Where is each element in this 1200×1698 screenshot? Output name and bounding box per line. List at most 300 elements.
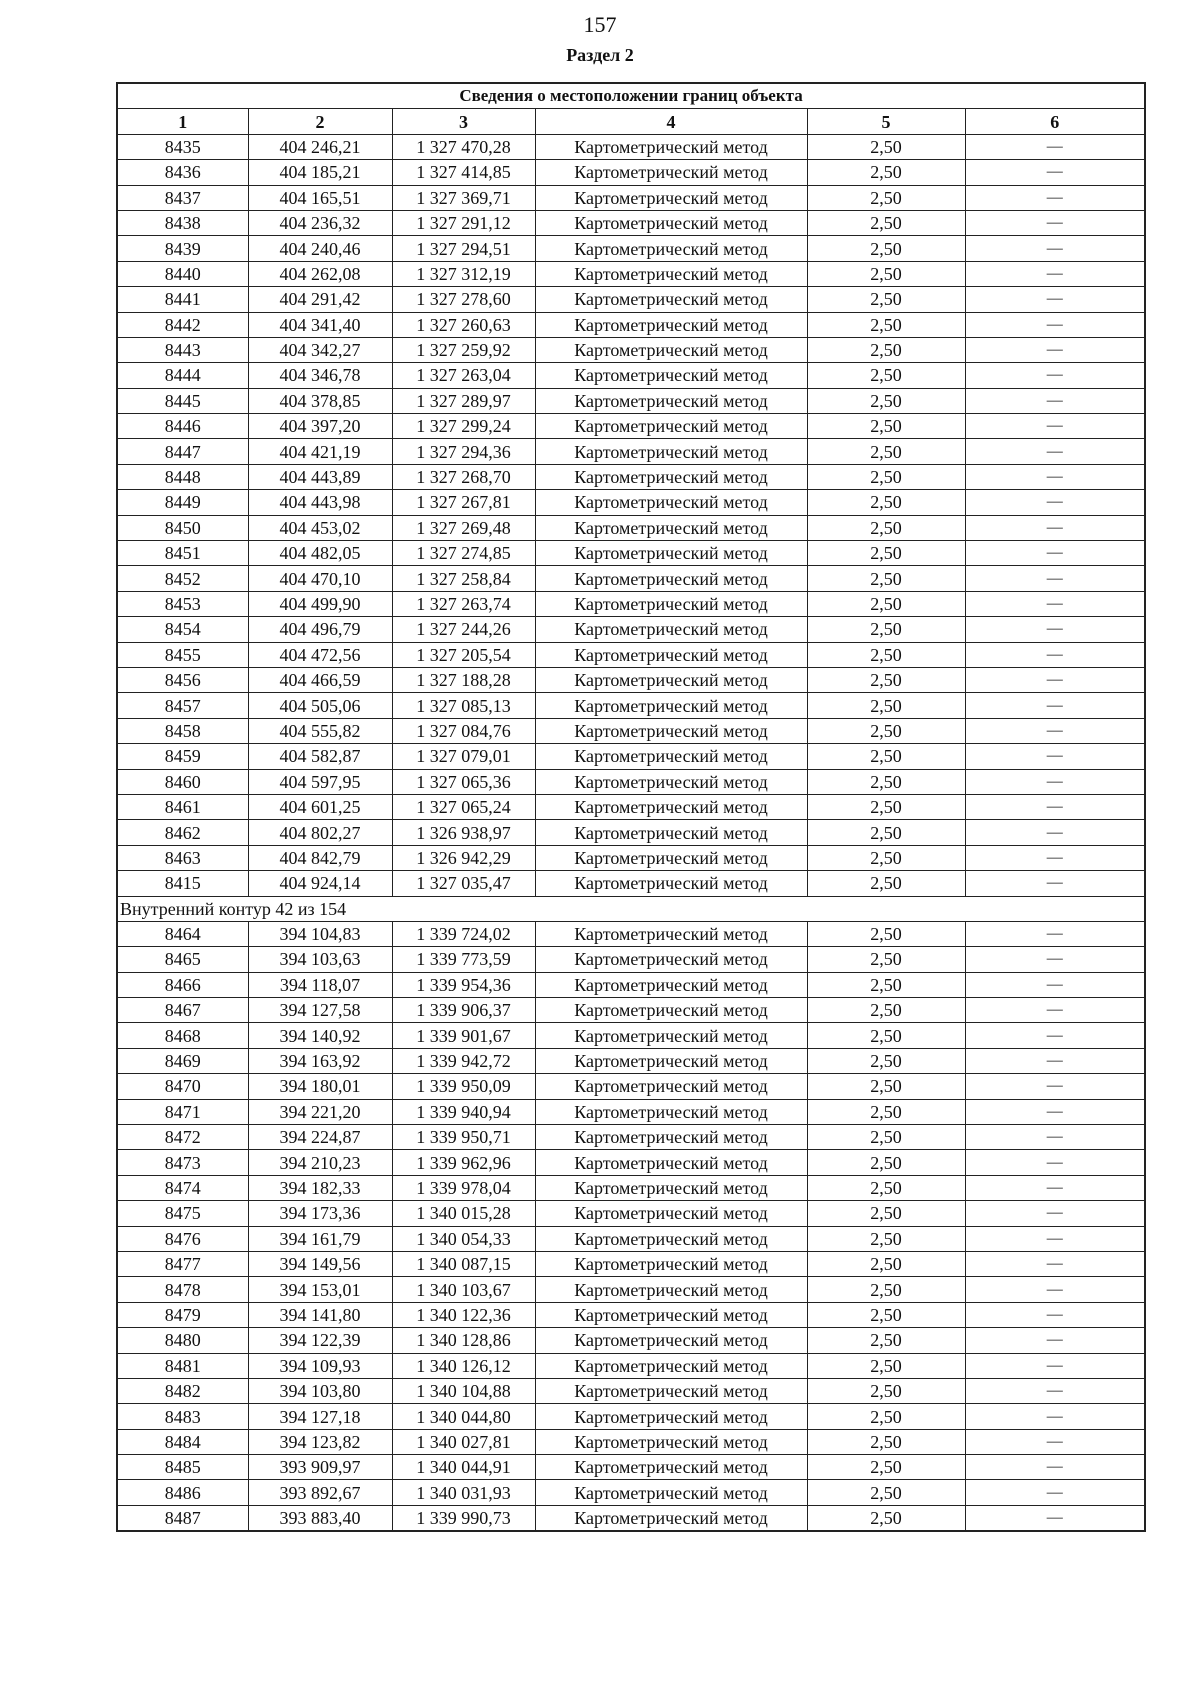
point-number-cell: 8445	[117, 388, 248, 413]
table-row	[117, 1099, 1145, 1124]
y-coordinate-cell: 1 339 942,72	[392, 1048, 535, 1073]
accuracy-cell: 2,50	[807, 261, 965, 286]
accuracy-cell: 2,50	[807, 236, 965, 261]
table-row	[117, 439, 1145, 464]
point-number-cell: 8454	[117, 617, 248, 642]
description-cell: —	[965, 490, 1145, 515]
table-row	[117, 236, 1145, 261]
accuracy-cell: 2,50	[807, 744, 965, 769]
point-number-cell: 8444	[117, 363, 248, 388]
description-cell: —	[965, 414, 1145, 439]
section-title: Раздел 2	[566, 45, 634, 65]
point-number-cell: 8455	[117, 642, 248, 667]
method-cell: Картометрический метод	[535, 490, 807, 515]
description-cell: —	[965, 845, 1145, 870]
table-row	[117, 1175, 1145, 1200]
x-coordinate-cell: 394 210,23	[248, 1150, 392, 1175]
method-cell: Картометрический метод	[535, 363, 807, 388]
accuracy-cell: 2,50	[807, 1277, 965, 1302]
description-cell: —	[965, 337, 1145, 362]
method-cell: Картометрический метод	[535, 134, 807, 159]
accuracy-cell: 2,50	[807, 541, 965, 566]
accuracy-cell: 2,50	[807, 617, 965, 642]
y-coordinate-cell: 1 340 044,91	[392, 1455, 535, 1480]
description-cell: —	[965, 515, 1145, 540]
x-coordinate-cell: 404 240,46	[248, 236, 392, 261]
y-coordinate-cell: 1 327 259,92	[392, 337, 535, 362]
accuracy-cell: 2,50	[807, 414, 965, 439]
table-row	[117, 667, 1145, 692]
column-header: 3	[392, 109, 535, 134]
method-cell: Картометрический метод	[535, 1251, 807, 1276]
method-cell: Картометрический метод	[535, 312, 807, 337]
accuracy-cell: 2,50	[807, 693, 965, 718]
table-row	[117, 972, 1145, 997]
point-number-cell: 8474	[117, 1175, 248, 1200]
y-coordinate-cell: 1 339 962,96	[392, 1150, 535, 1175]
table-row	[117, 1125, 1145, 1150]
y-coordinate-cell: 1 327 084,76	[392, 718, 535, 743]
accuracy-cell: 2,50	[807, 1023, 965, 1048]
description-cell: —	[965, 642, 1145, 667]
point-number-cell: 8464	[117, 921, 248, 946]
x-coordinate-cell: 404 453,02	[248, 515, 392, 540]
accuracy-cell: 2,50	[807, 363, 965, 388]
y-coordinate-cell: 1 340 128,86	[392, 1328, 535, 1353]
description-cell: —	[965, 363, 1145, 388]
table-row	[117, 363, 1145, 388]
accuracy-cell: 2,50	[807, 1480, 965, 1505]
method-cell: Картометрический метод	[535, 1150, 807, 1175]
y-coordinate-cell: 1 339 901,67	[392, 1023, 535, 1048]
description-cell: —	[965, 1480, 1145, 1505]
method-cell: Картометрический метод	[535, 1353, 807, 1378]
description-cell: —	[965, 1074, 1145, 1099]
table-row	[117, 337, 1145, 362]
table-row	[117, 617, 1145, 642]
accuracy-cell: 2,50	[807, 820, 965, 845]
table-row	[117, 1505, 1145, 1531]
point-number-cell: 8452	[117, 566, 248, 591]
description-cell: —	[965, 1048, 1145, 1073]
table-row	[117, 1226, 1145, 1251]
point-number-cell: 8456	[117, 667, 248, 692]
method-cell: Картометрический метод	[535, 794, 807, 819]
x-coordinate-cell: 394 180,01	[248, 1074, 392, 1099]
table-row	[117, 1353, 1145, 1378]
description-cell: —	[965, 667, 1145, 692]
point-number-cell: 8477	[117, 1251, 248, 1276]
x-coordinate-cell: 404 443,89	[248, 464, 392, 489]
y-coordinate-cell: 1 327 260,63	[392, 312, 535, 337]
x-coordinate-cell: 404 597,95	[248, 769, 392, 794]
description-cell: —	[965, 1201, 1145, 1226]
accuracy-cell: 2,50	[807, 1251, 965, 1276]
x-coordinate-cell: 404 378,85	[248, 388, 392, 413]
point-number-cell: 8484	[117, 1429, 248, 1454]
y-coordinate-cell: 1 339 978,04	[392, 1175, 535, 1200]
description-cell: —	[965, 261, 1145, 286]
x-coordinate-cell: 404 421,19	[248, 439, 392, 464]
table-row	[117, 1302, 1145, 1327]
method-cell: Картометрический метод	[535, 439, 807, 464]
accuracy-cell: 2,50	[807, 185, 965, 210]
description-cell: —	[965, 210, 1145, 235]
x-coordinate-cell: 394 109,93	[248, 1353, 392, 1378]
description-cell: —	[965, 388, 1145, 413]
point-number-cell: 8486	[117, 1480, 248, 1505]
y-coordinate-cell: 1 327 244,26	[392, 617, 535, 642]
method-cell: Картометрический метод	[535, 1505, 807, 1531]
table-row	[117, 414, 1145, 439]
x-coordinate-cell: 394 173,36	[248, 1201, 392, 1226]
accuracy-cell: 2,50	[807, 1302, 965, 1327]
point-number-cell: 8469	[117, 1048, 248, 1073]
table-row	[117, 490, 1145, 515]
accuracy-cell: 2,50	[807, 1125, 965, 1150]
method-cell: Картометрический метод	[535, 1125, 807, 1150]
accuracy-cell: 2,50	[807, 718, 965, 743]
y-coordinate-cell: 1 327 263,74	[392, 591, 535, 616]
accuracy-cell: 2,50	[807, 921, 965, 946]
method-cell: Картометрический метод	[535, 541, 807, 566]
method-cell: Картометрический метод	[535, 1048, 807, 1073]
table-row	[117, 693, 1145, 718]
point-number-cell: 8460	[117, 769, 248, 794]
point-number-cell: 8487	[117, 1505, 248, 1531]
description-cell: —	[965, 1505, 1145, 1531]
boundary-coordinates-table	[116, 82, 1146, 1532]
description-cell: —	[965, 134, 1145, 159]
accuracy-cell: 2,50	[807, 515, 965, 540]
x-coordinate-cell: 404 443,98	[248, 490, 392, 515]
x-coordinate-cell: 394 104,83	[248, 921, 392, 946]
method-cell: Картометрический метод	[535, 185, 807, 210]
description-cell: —	[965, 160, 1145, 185]
table-row	[117, 1201, 1145, 1226]
description-cell: —	[965, 1302, 1145, 1327]
y-coordinate-cell: 1 340 027,81	[392, 1429, 535, 1454]
description-cell: —	[965, 236, 1145, 261]
method-cell: Картометрический метод	[535, 160, 807, 185]
accuracy-cell: 2,50	[807, 1048, 965, 1073]
y-coordinate-cell: 1 339 773,59	[392, 947, 535, 972]
description-cell: —	[965, 1175, 1145, 1200]
y-coordinate-cell: 1 340 122,36	[392, 1302, 535, 1327]
x-coordinate-cell: 404 924,14	[248, 871, 392, 896]
method-cell: Картометрический метод	[535, 1429, 807, 1454]
y-coordinate-cell: 1 339 954,36	[392, 972, 535, 997]
method-cell: Картометрический метод	[535, 591, 807, 616]
description-cell: —	[965, 312, 1145, 337]
point-number-cell: 8439	[117, 236, 248, 261]
method-cell: Картометрический метод	[535, 210, 807, 235]
description-cell: —	[965, 693, 1145, 718]
table-row	[117, 1404, 1145, 1429]
method-cell: Картометрический метод	[535, 337, 807, 362]
table-row	[117, 1277, 1145, 1302]
description-cell: —	[965, 972, 1145, 997]
point-number-cell: 8461	[117, 794, 248, 819]
point-number-cell: 8443	[117, 337, 248, 362]
description-cell: —	[965, 820, 1145, 845]
description-cell: —	[965, 591, 1145, 616]
method-cell: Картометрический метод	[535, 1175, 807, 1200]
accuracy-cell: 2,50	[807, 794, 965, 819]
x-coordinate-cell: 394 149,56	[248, 1251, 392, 1276]
y-coordinate-cell: 1 327 035,47	[392, 871, 535, 896]
description-cell: —	[965, 744, 1145, 769]
y-coordinate-cell: 1 327 470,28	[392, 134, 535, 159]
x-coordinate-cell: 394 127,18	[248, 1404, 392, 1429]
y-coordinate-cell: 1 339 940,94	[392, 1099, 535, 1124]
table-row	[117, 312, 1145, 337]
method-cell: Картометрический метод	[535, 998, 807, 1023]
y-coordinate-cell: 1 327 414,85	[392, 160, 535, 185]
description-cell: —	[965, 1429, 1145, 1454]
y-coordinate-cell: 1 327 263,04	[392, 363, 535, 388]
x-coordinate-cell: 404 165,51	[248, 185, 392, 210]
y-coordinate-cell: 1 327 274,85	[392, 541, 535, 566]
y-coordinate-cell: 1 327 268,70	[392, 464, 535, 489]
accuracy-cell: 2,50	[807, 1404, 965, 1429]
description-cell: —	[965, 947, 1145, 972]
method-cell: Картометрический метод	[535, 1302, 807, 1327]
y-coordinate-cell: 1 340 044,80	[392, 1404, 535, 1429]
accuracy-cell: 2,50	[807, 591, 965, 616]
x-coordinate-cell: 394 103,80	[248, 1378, 392, 1403]
x-coordinate-cell: 393 909,97	[248, 1455, 392, 1480]
accuracy-cell: 2,50	[807, 1429, 965, 1454]
method-cell: Картометрический метод	[535, 1201, 807, 1226]
method-cell: Картометрический метод	[535, 1226, 807, 1251]
point-number-cell: 8478	[117, 1277, 248, 1302]
accuracy-cell: 2,50	[807, 160, 965, 185]
column-header: 6	[965, 109, 1145, 134]
method-cell: Картометрический метод	[535, 236, 807, 261]
y-coordinate-cell: 1 340 031,93	[392, 1480, 535, 1505]
point-number-cell: 8466	[117, 972, 248, 997]
accuracy-cell: 2,50	[807, 1074, 965, 1099]
point-number-cell: 8483	[117, 1404, 248, 1429]
x-coordinate-cell: 404 505,06	[248, 693, 392, 718]
accuracy-cell: 2,50	[807, 439, 965, 464]
method-cell: Картометрический метод	[535, 1328, 807, 1353]
x-coordinate-cell: 394 182,33	[248, 1175, 392, 1200]
point-number-cell: 8481	[117, 1353, 248, 1378]
accuracy-cell: 2,50	[807, 490, 965, 515]
accuracy-cell: 2,50	[807, 769, 965, 794]
accuracy-cell: 2,50	[807, 947, 965, 972]
y-coordinate-cell: 1 340 054,33	[392, 1226, 535, 1251]
description-cell: —	[965, 1226, 1145, 1251]
description-cell: —	[965, 1404, 1145, 1429]
method-cell: Картометрический метод	[535, 287, 807, 312]
accuracy-cell: 2,50	[807, 1328, 965, 1353]
x-coordinate-cell: 394 224,87	[248, 1125, 392, 1150]
point-number-cell: 8479	[117, 1302, 248, 1327]
point-number-cell: 8453	[117, 591, 248, 616]
description-cell: —	[965, 617, 1145, 642]
table-row	[117, 1023, 1145, 1048]
y-coordinate-cell: 1 327 269,48	[392, 515, 535, 540]
accuracy-cell: 2,50	[807, 642, 965, 667]
method-cell: Картометрический метод	[535, 744, 807, 769]
description-cell: —	[965, 287, 1145, 312]
x-coordinate-cell: 394 163,92	[248, 1048, 392, 1073]
y-coordinate-cell: 1 339 990,73	[392, 1505, 535, 1531]
table-row	[117, 210, 1145, 235]
method-cell: Картометрический метод	[535, 414, 807, 439]
point-number-cell: 8438	[117, 210, 248, 235]
accuracy-cell: 2,50	[807, 1353, 965, 1378]
point-number-cell: 8457	[117, 693, 248, 718]
table-row	[117, 261, 1145, 286]
y-coordinate-cell: 1 339 906,37	[392, 998, 535, 1023]
method-cell: Картометрический метод	[535, 515, 807, 540]
description-cell: —	[965, 1125, 1145, 1150]
table-row	[117, 287, 1145, 312]
column-header: 2	[248, 109, 392, 134]
table-row	[117, 464, 1145, 489]
method-cell: Картометрический метод	[535, 642, 807, 667]
x-coordinate-cell: 404 842,79	[248, 845, 392, 870]
y-coordinate-cell: 1 327 369,71	[392, 185, 535, 210]
x-coordinate-cell: 394 123,82	[248, 1429, 392, 1454]
description-cell: —	[965, 794, 1145, 819]
table-row	[117, 769, 1145, 794]
y-coordinate-cell: 1 340 015,28	[392, 1201, 535, 1226]
x-coordinate-cell: 404 397,20	[248, 414, 392, 439]
accuracy-cell: 2,50	[807, 312, 965, 337]
description-cell: —	[965, 566, 1145, 591]
point-number-cell: 8442	[117, 312, 248, 337]
point-number-cell: 8415	[117, 871, 248, 896]
x-coordinate-cell: 404 582,87	[248, 744, 392, 769]
table-row	[117, 1251, 1145, 1276]
table-row	[117, 1480, 1145, 1505]
accuracy-cell: 2,50	[807, 1378, 965, 1403]
method-cell: Картометрический метод	[535, 566, 807, 591]
x-coordinate-cell: 404 555,82	[248, 718, 392, 743]
point-number-cell: 8441	[117, 287, 248, 312]
description-cell: —	[965, 1328, 1145, 1353]
x-coordinate-cell: 394 153,01	[248, 1277, 392, 1302]
accuracy-cell: 2,50	[807, 998, 965, 1023]
description-cell: —	[965, 1099, 1145, 1124]
accuracy-cell: 2,50	[807, 337, 965, 362]
description-cell: —	[965, 439, 1145, 464]
y-coordinate-cell: 1 340 103,67	[392, 1277, 535, 1302]
description-cell: —	[965, 769, 1145, 794]
y-coordinate-cell: 1 327 085,13	[392, 693, 535, 718]
point-number-cell: 8472	[117, 1125, 248, 1150]
x-coordinate-cell: 404 499,90	[248, 591, 392, 616]
point-number-cell: 8451	[117, 541, 248, 566]
y-coordinate-cell: 1 327 299,24	[392, 414, 535, 439]
table-row	[117, 871, 1145, 896]
description-cell: —	[965, 464, 1145, 489]
x-coordinate-cell: 404 185,21	[248, 160, 392, 185]
table-row	[117, 1150, 1145, 1175]
x-coordinate-cell: 404 802,27	[248, 820, 392, 845]
table-row	[117, 921, 1145, 946]
accuracy-cell: 2,50	[807, 287, 965, 312]
description-cell: —	[965, 185, 1145, 210]
contour-label: Внутренний контур 42 из 154	[117, 896, 1145, 921]
point-number-cell: 8449	[117, 490, 248, 515]
point-number-cell: 8450	[117, 515, 248, 540]
method-cell: Картометрический метод	[535, 667, 807, 692]
description-cell: —	[965, 871, 1145, 896]
point-number-cell: 8436	[117, 160, 248, 185]
description-cell: —	[965, 1251, 1145, 1276]
point-number-cell: 8465	[117, 947, 248, 972]
method-cell: Картометрический метод	[535, 820, 807, 845]
accuracy-cell: 2,50	[807, 871, 965, 896]
y-coordinate-cell: 1 327 065,36	[392, 769, 535, 794]
x-coordinate-cell: 394 141,80	[248, 1302, 392, 1327]
y-coordinate-cell: 1 339 950,71	[392, 1125, 535, 1150]
point-number-cell: 8440	[117, 261, 248, 286]
table-caption: Сведения о местоположении границ объекта	[117, 83, 1145, 109]
point-number-cell: 8459	[117, 744, 248, 769]
description-cell: —	[965, 1023, 1145, 1048]
table-row	[117, 1048, 1145, 1073]
column-header: 5	[807, 109, 965, 134]
x-coordinate-cell: 393 883,40	[248, 1505, 392, 1531]
y-coordinate-cell: 1 327 258,84	[392, 566, 535, 591]
x-coordinate-cell: 404 601,25	[248, 794, 392, 819]
y-coordinate-cell: 1 327 291,12	[392, 210, 535, 235]
method-cell: Картометрический метод	[535, 871, 807, 896]
x-coordinate-cell: 404 342,27	[248, 337, 392, 362]
table-row	[117, 998, 1145, 1023]
x-coordinate-cell: 404 236,32	[248, 210, 392, 235]
x-coordinate-cell: 404 341,40	[248, 312, 392, 337]
y-coordinate-cell: 1 327 278,60	[392, 287, 535, 312]
table-row	[117, 845, 1145, 870]
y-coordinate-cell: 1 339 950,09	[392, 1074, 535, 1099]
x-coordinate-cell: 404 262,08	[248, 261, 392, 286]
x-coordinate-cell: 404 472,56	[248, 642, 392, 667]
y-coordinate-cell: 1 340 087,15	[392, 1251, 535, 1276]
description-cell: —	[965, 1150, 1145, 1175]
column-header: 4	[535, 109, 807, 134]
point-number-cell: 8470	[117, 1074, 248, 1099]
y-coordinate-cell: 1 327 289,97	[392, 388, 535, 413]
method-cell: Картометрический метод	[535, 1378, 807, 1403]
point-number-cell: 8458	[117, 718, 248, 743]
table-row	[117, 515, 1145, 540]
x-coordinate-cell: 404 466,59	[248, 667, 392, 692]
method-cell: Картометрический метод	[535, 1404, 807, 1429]
description-cell: —	[965, 541, 1145, 566]
x-coordinate-cell: 404 246,21	[248, 134, 392, 159]
x-coordinate-cell: 404 470,10	[248, 566, 392, 591]
accuracy-cell: 2,50	[807, 1505, 965, 1531]
x-coordinate-cell: 394 118,07	[248, 972, 392, 997]
point-number-cell: 8473	[117, 1150, 248, 1175]
table-row	[117, 541, 1145, 566]
method-cell: Картометрический метод	[535, 921, 807, 946]
method-cell: Картометрический метод	[535, 388, 807, 413]
description-cell: —	[965, 921, 1145, 946]
x-coordinate-cell: 394 221,20	[248, 1099, 392, 1124]
accuracy-cell: 2,50	[807, 464, 965, 489]
point-number-cell: 8448	[117, 464, 248, 489]
method-cell: Картометрический метод	[535, 972, 807, 997]
